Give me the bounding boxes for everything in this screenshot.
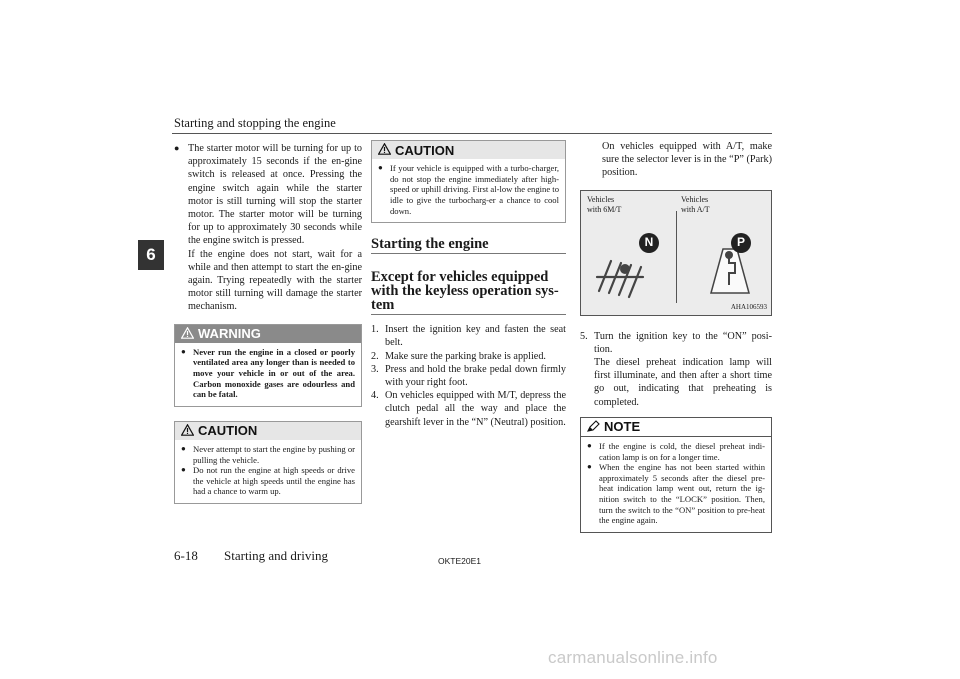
note-item-text: If the engine is cold, the diesel preheat indi-cation lamp is on for a longer time. [599,441,765,462]
caution-title-middle: CAUTION [395,142,455,158]
caution-box-left [174,421,362,504]
step-item [371,389,566,429]
at-park-paragraph: On vehicles equipped with A/T, make sure the selector lever is in the “P” (Park) position. [602,141,772,179]
bullet-icon: ● [587,462,592,472]
note-item [587,462,765,526]
caution-triangle-icon [181,424,194,438]
note-title: NOTE [604,419,641,435]
page-header-title: Starting and stopping the engine [174,116,336,130]
figure-code: AHA106593 [730,302,767,311]
footer-section-name: Starting and driving [224,548,328,563]
step-number: 2. [371,350,379,362]
fig-label-mt-2: with 6M/T [587,204,622,214]
chapter-tab: 6 [138,240,164,270]
step-text: Press and hold the brake pedal down firmly with your right foot. [385,363,566,388]
section-title-except-keyless: Except for vehicles equipped with the keyless operation sys-tem [371,270,566,315]
neutral-badge: N [639,233,659,253]
column-left [174,142,362,504]
step-item [371,323,566,349]
step-item [371,363,566,389]
warning-item [181,347,355,400]
figure-divider [676,211,677,303]
step-number: 5. [580,330,588,342]
park-badge: P [731,233,751,253]
caution-item [181,444,355,465]
note-item [587,441,765,462]
header-divider [172,133,772,134]
column-middle [371,140,566,429]
step-item [371,350,566,363]
bullet-icon: ● [378,163,383,173]
footer-doc-code: OKTE20E1 [438,556,481,566]
warning-title: WARNING [198,326,261,342]
caution-triangle-icon [378,143,391,157]
caution-header-middle [372,141,565,159]
step-text: Insert the ignition key and fasten the seat belt. [385,324,566,349]
step-5 [580,330,772,356]
caution-item [378,163,559,216]
bullet-icon: ● [181,444,186,454]
watermark[interactable]: carmanualsonline.info [548,648,718,667]
gear-lever-figure [580,190,772,316]
step-number: 1. [371,324,379,336]
step-number: 4. [371,390,379,402]
column-right [580,140,772,533]
manual-gearshift-icon [589,247,661,303]
step-number: 3. [371,363,379,375]
start-steps-list [371,323,566,429]
note-box [580,417,772,533]
note-header [581,418,771,437]
preheat-paragraph: The diesel preheat indication lamp will first illuminate, and then after a short time go out, indicating that preheating is completed. [594,357,772,408]
note-body [581,437,771,532]
caution-body-left [175,440,361,503]
warning-body [175,343,361,406]
bullet-icon: ● [181,465,186,475]
fig-label-at-2: with A/T [681,204,710,214]
warning-triangle-icon [181,327,194,341]
caution-header-left [175,422,361,440]
step-text: On vehicles equipped with M/T, depress the clutch pedal all the way and place the gearshift lever in the “N” (Neutral) position. [385,390,566,428]
step-text: Make sure the parking brake is applied. [385,350,546,362]
note-pencil-icon [587,420,600,434]
caution-box-middle [371,140,566,223]
caution-item-text: Do not run the engine at high speeds or drive the vehicle at high speeds until the engine has had a chance to warm up. [193,465,355,497]
fig-label-mt-1: Vehicles [587,194,615,204]
auto-selector-icon [693,243,759,299]
footer-page-number: 6-18 [174,548,198,563]
warning-box [174,324,362,407]
warning-text: Never run the engine in a closed or poorly ventilated area any longer than is needed to move your vehicle in or out of the area. Carbon monoxide gases are odourless and can be fatal. [193,346,355,400]
retry-paragraph: If the engine does not start, wait for a while and then attempt to start the en-gine again. Trying repeatedly with the starter motor still turning will damage the starter mechanism. [188,248,362,313]
bullet-icon: ● [587,441,592,451]
caution-title-left: CAUTION [198,423,258,439]
caution-item-text: Never attempt to start the engine by pushing or pulling the vehicle. [193,444,355,465]
caution-item [181,465,355,497]
section-title-starting: Starting the engine [371,237,566,254]
warning-header [175,325,361,343]
bullet-icon: ● [174,143,180,153]
bullet-icon: ● [181,346,186,356]
fig-label-at-1: Vehicles [681,194,709,204]
turbo-caution-text: If your vehicle is equipped with a turbo-charger, do not stop the engine immediately after high-speed or uphill driving. First al-low the engine to idle to give the turbocharg-er a chance to cool down. [390,163,559,216]
starter-bullet-text: The starter motor will be turning for up to approximately 15 seconds if the en-gine switch is released at once. Pressing the engine switch again while the starter motor is still turning will stop the starter motor. The starter motor will be turning for up to approximately 30 seconds while the engine switch is pressed. [188,143,362,247]
starter-bullet [174,142,362,248]
step-text: Turn the ignition key to the “ON” posi-tion. [594,330,772,355]
caution-body-middle [372,159,565,222]
note-item-text: When the engine has not been started within approximately 5 seconds after the diesel pre-heat indication lamp went out, return the ig-nition switch to the “LOCK” position. Then, turn the switch to the “ON” position to pre-heat the engine again. [599,462,765,526]
